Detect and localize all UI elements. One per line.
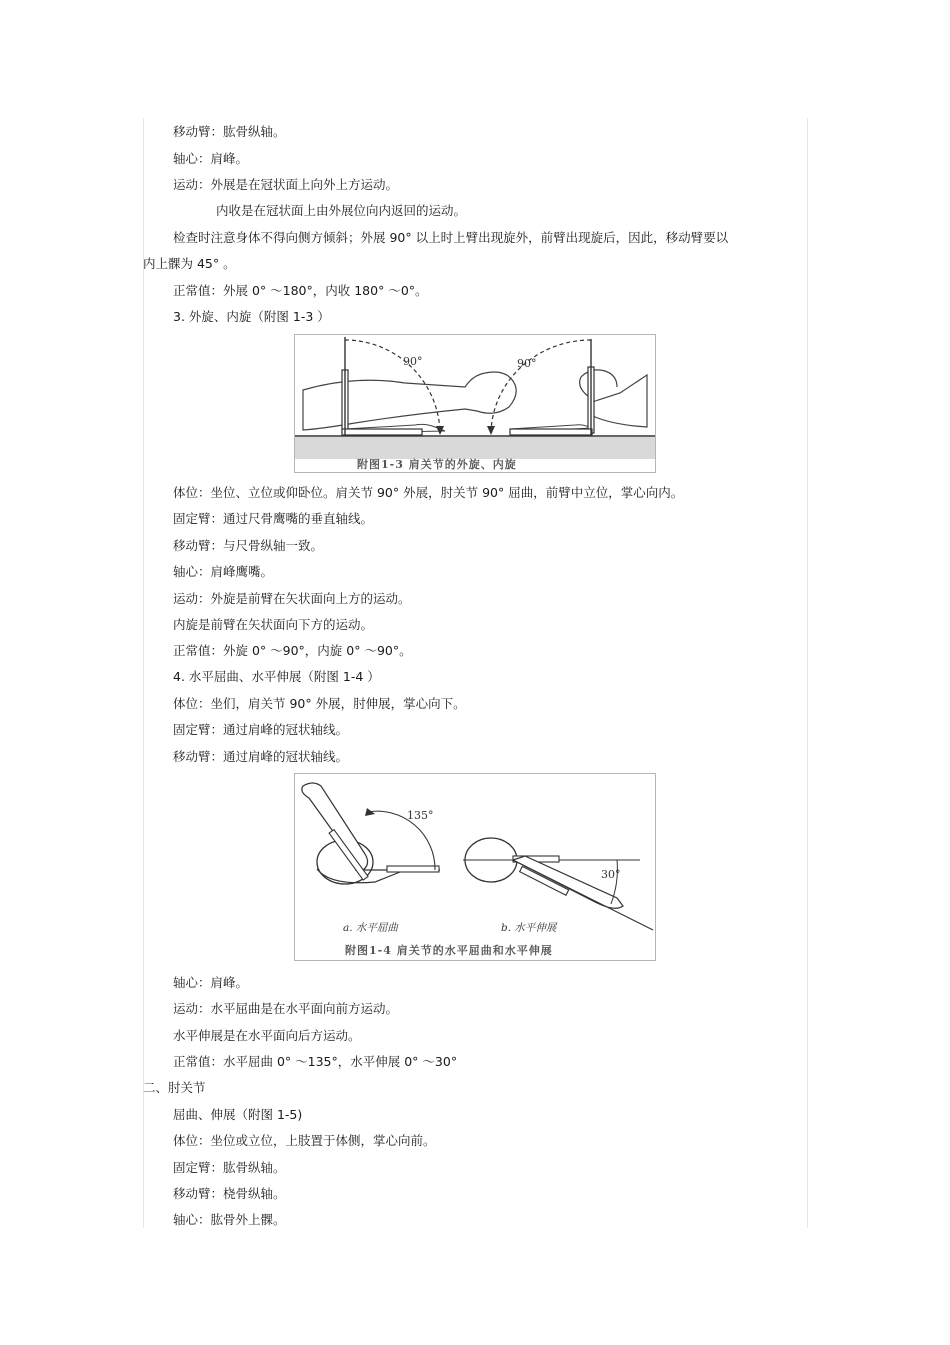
figure-caption: 附图1-4 肩关节的水平屈曲和水平伸展	[345, 944, 553, 957]
text-line: 检查时注意身体不得向侧方倾斜；外展 90° 以上时上臂出现旋外，前臂出现旋后，因此，移动臂要以	[173, 230, 729, 245]
angle-label: 90°	[403, 355, 423, 368]
section-heading: 二、肘关节	[143, 1080, 206, 1095]
text-line: 移动臂：桡骨纵轴。	[173, 1186, 286, 1201]
text-line: 体位：坐位、立位或仰卧位。肩关节 90° 外展，肘关节 90° 屈曲，前臂中立位，掌心向内。	[173, 485, 684, 500]
angle-label: 90°	[517, 357, 537, 370]
text-line: 水平伸展是在水平面向后方运动。	[173, 1028, 361, 1043]
section-heading: 3. 外旋、内旋（附图 1-3 ）	[173, 309, 330, 324]
text-line: 运动：外展是在冠状面上向外上方运动。	[173, 177, 399, 192]
section-heading: 4. 水平屈曲、水平伸展（附图 1-4 ）	[173, 669, 380, 684]
text-line: 固定臂：通过肩峰的冠状轴线。	[173, 722, 349, 737]
angle-label: 30°	[601, 868, 621, 881]
text-line: 运动：外旋是前臂在矢状面向上方的运动。	[173, 591, 411, 606]
text-line: 轴心：肩峰。	[173, 151, 249, 166]
text-line: 移动臂：肱骨纵轴。	[173, 124, 286, 139]
section-heading: 屈曲、伸展（附图 1-5)	[173, 1107, 303, 1122]
page-frame-right	[807, 118, 808, 1228]
text-line: 体位：坐们，肩关节 90° 外展，肘伸展，掌心向下。	[173, 696, 466, 711]
text-line: 移动臂：通过肩峰的冠状轴线。	[173, 749, 349, 764]
subfigure-label-a: a. 水平屈曲	[343, 922, 398, 934]
text-line: 体位：坐位或立位，上肢置于体侧，掌心向前。	[173, 1133, 436, 1148]
text-line: 轴心：肩峰。	[173, 975, 249, 990]
text-line: 轴心：肱骨外上髁。	[173, 1212, 286, 1227]
text-line: 正常值：外展 0° ～180°，内收 180° ～0°。	[173, 283, 428, 298]
text-line: 内收是在冠状面上由外展位向内返回的运动。	[216, 203, 467, 218]
subfigure-label-b: b. 水平伸展	[501, 922, 557, 934]
text-line: 正常值：外旋 0° ～90°，内旋 0° ～90°。	[173, 643, 412, 658]
text-line: 固定臂：肱骨纵轴。	[173, 1160, 286, 1175]
page-frame-left	[143, 118, 144, 1228]
figure-1-4	[294, 773, 656, 961]
figure-caption: 附图1-3 肩关节的外旋、内旋	[357, 458, 517, 471]
shoulder-rotation-illustration	[295, 335, 655, 472]
figure-1-3	[294, 334, 656, 473]
angle-label: 135°	[407, 809, 434, 822]
text-line: 固定臂：通过尺骨鹰嘴的垂直轴线。	[173, 511, 374, 526]
text-line: 移动臂：与尺骨纵轴一致。	[173, 538, 324, 553]
text-line: 运动：水平屈曲是在水平面向前方运动。	[173, 1001, 399, 1016]
text-line: 内旋是前臂在矢状面向下方的运动。	[173, 617, 374, 632]
text-line: 内上髁为 45° 。	[143, 256, 236, 271]
text-line: 正常值：水平屈曲 0° ～135°，水平伸展 0° ～30°	[173, 1054, 458, 1069]
text-line: 轴心：肩峰鹰嘴。	[173, 564, 274, 579]
